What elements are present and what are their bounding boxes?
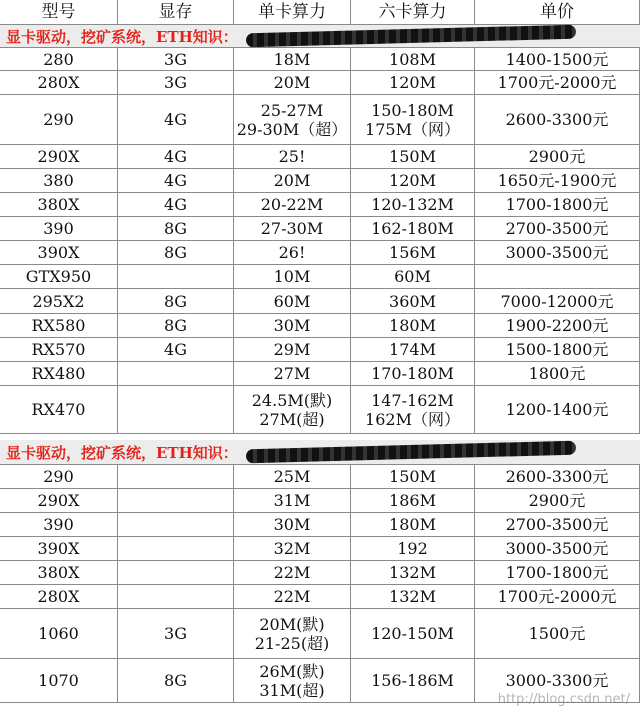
- six-hashrate-cell: [351, 71, 475, 95]
- cell-text: 31M(超): [259, 680, 325, 700]
- cell-text: 4G: [164, 110, 187, 129]
- single-hashrate-cell: [234, 609, 351, 659]
- price-cell: [475, 609, 640, 659]
- vram-cell: [118, 386, 234, 434]
- cell-text: 1800元: [528, 364, 586, 383]
- single-hashrate-cell: [234, 48, 351, 71]
- cell-text: GTX950: [25, 267, 92, 286]
- section-banner-2: [0, 440, 640, 465]
- cell-text: 7000-12000元: [500, 291, 614, 311]
- cell-text: 390: [43, 515, 74, 534]
- cell-text: 4G: [164, 340, 187, 359]
- single-hashrate-cell: [234, 145, 351, 169]
- cell-text: 27M(超): [259, 409, 325, 429]
- six-hashrate-cell: [351, 265, 475, 289]
- table-row: [0, 95, 640, 145]
- six-hashrate-cell: [351, 609, 475, 659]
- six-hashrate-cell: [351, 338, 475, 362]
- model-cell: [0, 659, 118, 703]
- cell-text: 290: [43, 467, 74, 486]
- cell-text: 1400-1500元: [505, 49, 609, 69]
- single-hashrate-cell: [234, 362, 351, 386]
- cell-text: 31M: [273, 491, 311, 510]
- price-cell: [475, 537, 640, 561]
- cell-text: 280: [43, 49, 74, 69]
- price-cell: [475, 289, 640, 314]
- cell-text: 1500-1800元: [505, 340, 609, 359]
- vram-cell: [118, 169, 234, 193]
- six-hashrate-cell: [351, 465, 475, 489]
- cell-text: 22M: [273, 563, 311, 582]
- cell-text: 1700-1800元: [505, 195, 609, 214]
- price-cell: [475, 585, 640, 609]
- vram-cell: [118, 513, 234, 537]
- cell-text: 1900-2200元: [505, 316, 609, 335]
- six-hashrate-cell: [351, 169, 475, 193]
- cell-text: 20M: [273, 73, 311, 92]
- cell-text: 25M: [273, 467, 311, 486]
- table-row: [0, 513, 640, 537]
- cell-text: 1700元-2000元: [497, 73, 617, 92]
- vram-cell: [118, 585, 234, 609]
- table-row: [0, 561, 640, 585]
- cell-text: 2900元: [528, 491, 586, 510]
- watermark: http://blog.csdn.net/: [497, 692, 630, 707]
- cell-text: 25!: [278, 147, 306, 166]
- table-row: [0, 362, 640, 386]
- table-row: [0, 585, 640, 609]
- cell-text: 295X2: [32, 291, 85, 311]
- cell-text: 2600-3300元: [505, 467, 609, 486]
- cell-text: 27M: [273, 364, 311, 383]
- cell-text: 60M: [273, 291, 311, 311]
- cell-text: 10M: [273, 267, 311, 286]
- model-cell: [0, 561, 118, 585]
- cell-text: 3000-3300元: [505, 671, 609, 690]
- single-hashrate-cell: [234, 338, 351, 362]
- cell-text: 8G: [164, 243, 187, 262]
- cell-text: 8G: [164, 671, 187, 690]
- cell-text: 180M: [389, 316, 436, 335]
- six-hashrate-cell: [351, 489, 475, 513]
- model-cell: [0, 289, 118, 314]
- vram-cell: [118, 289, 234, 314]
- model-cell: [0, 537, 118, 561]
- table-row: [0, 169, 640, 193]
- table-row: [0, 241, 640, 265]
- vram-cell: [118, 217, 234, 241]
- six-hashrate-cell: [351, 95, 475, 145]
- cell-text: 8G: [164, 316, 187, 335]
- single-hashrate-cell: [234, 585, 351, 609]
- cell-text: 1500元: [528, 624, 586, 643]
- six-hashrate-cell: [351, 217, 475, 241]
- redacted-url-scribble: [246, 25, 576, 48]
- six-hashrate-cell: [351, 289, 475, 314]
- cell-text: 186M: [389, 491, 436, 510]
- cell-text: 120M: [389, 171, 436, 190]
- vram-cell: [118, 145, 234, 169]
- cell-text: 20-22M: [260, 195, 324, 214]
- single-hashrate-cell: [234, 386, 351, 434]
- cell-text: 170-180M: [371, 364, 454, 383]
- single-hashrate-cell: [234, 659, 351, 703]
- cell-text: RX480: [31, 364, 86, 383]
- model-cell: [0, 217, 118, 241]
- single-hashrate-cell: [234, 561, 351, 585]
- model-cell: [0, 362, 118, 386]
- cell-text: 380: [43, 171, 74, 190]
- cell-text: 2900元: [528, 147, 586, 166]
- cell-text: 4G: [164, 171, 187, 190]
- vram-cell: [118, 609, 234, 659]
- six-hashrate-cell: [351, 513, 475, 537]
- cell-text: 30M: [273, 316, 311, 335]
- section-banner-1: [0, 25, 640, 48]
- price-cell: [475, 48, 640, 71]
- price-cell: [475, 71, 640, 95]
- single-hashrate-cell: [234, 489, 351, 513]
- six-hashrate-cell: [351, 362, 475, 386]
- cell-text: 1200-1400元: [505, 400, 609, 419]
- single-hashrate-cell: [234, 314, 351, 338]
- model-cell: [0, 265, 118, 289]
- cell-text: 3000-3500元: [505, 243, 609, 262]
- cell-text: RX470: [31, 400, 86, 419]
- table-row: [0, 386, 640, 434]
- table-row: [0, 465, 640, 489]
- cell-text: 290X: [37, 147, 80, 166]
- cell-text: 3G: [164, 49, 187, 69]
- six-hashrate-cell: [351, 561, 475, 585]
- model-cell: [0, 95, 118, 145]
- model-cell: [0, 193, 118, 217]
- table-row: [0, 217, 640, 241]
- cell-text: 26!: [278, 243, 306, 262]
- price-cell: [475, 489, 640, 513]
- six-hashrate-cell: [351, 48, 475, 71]
- cell-text: 1070: [38, 671, 79, 690]
- cell-text: 162-180M: [371, 219, 454, 238]
- price-cell: [475, 145, 640, 169]
- banner-text: 显卡驱动，挖矿系统，ETH知识：: [6, 443, 238, 462]
- banner-text: 显卡驱动，挖矿系统，ETH知识：: [6, 27, 238, 46]
- cell-text: 3000-3500元: [505, 539, 609, 558]
- cell-text: 1700-1800元: [505, 563, 609, 582]
- model-cell: [0, 465, 118, 489]
- cell-text: 32M: [273, 539, 311, 558]
- cell-text: 390X: [37, 539, 80, 558]
- single-hashrate-cell: [234, 289, 351, 314]
- table-header: [0, 0, 640, 25]
- price-cell: [475, 386, 640, 434]
- model-cell: [0, 48, 118, 71]
- six-hashrate-cell: [351, 659, 475, 703]
- price-cell: [475, 241, 640, 265]
- price-cell: [475, 314, 640, 338]
- cell-text: 290X: [37, 491, 80, 510]
- header-vram: 显存: [118, 0, 234, 25]
- table-row: [0, 265, 640, 289]
- six-hashrate-cell: [351, 386, 475, 434]
- cell-text: 1650元-1900元: [497, 171, 617, 190]
- cell-text: 390X: [37, 243, 80, 262]
- single-hashrate-cell: [234, 95, 351, 145]
- six-hashrate-cell: [351, 193, 475, 217]
- cell-text: 3G: [164, 624, 187, 643]
- single-hashrate-cell: [234, 217, 351, 241]
- price-cell: [475, 95, 640, 145]
- cell-text: 4G: [164, 147, 187, 166]
- single-hashrate-cell: [234, 265, 351, 289]
- price-cell: [475, 169, 640, 193]
- table-row: [0, 48, 640, 71]
- header-six-hashrate: 六卡算力: [351, 0, 475, 25]
- cell-text: 2700-3500元: [505, 219, 609, 238]
- cell-text: 20M: [273, 171, 311, 190]
- cell-text: 156-186M: [371, 671, 454, 690]
- single-hashrate-cell: [234, 513, 351, 537]
- cell-text: 192: [397, 539, 428, 558]
- cell-text: 8G: [164, 219, 187, 238]
- table-row: [0, 314, 640, 338]
- cell-text: 360M: [389, 291, 436, 311]
- cell-text: 30M: [273, 515, 311, 534]
- vram-cell: [118, 95, 234, 145]
- vram-cell: [118, 489, 234, 513]
- cell-text: 2700-3500元: [505, 515, 609, 534]
- cell-text: 108M: [389, 49, 436, 69]
- vram-cell: [118, 465, 234, 489]
- cell-text: 380X: [37, 195, 80, 214]
- cell-text: 29-30M（超）: [236, 119, 348, 139]
- price-cell: [475, 465, 640, 489]
- single-hashrate-cell: [234, 465, 351, 489]
- table-row: [0, 193, 640, 217]
- cell-text: 2600-3300元: [505, 110, 609, 129]
- cell-text: 1060: [38, 624, 79, 643]
- vram-cell: [118, 241, 234, 265]
- cell-text: 150M: [389, 147, 436, 166]
- cell-text: 4G: [164, 195, 187, 214]
- vram-cell: [118, 362, 234, 386]
- six-hashrate-cell: [351, 314, 475, 338]
- cell-text: 25-27M: [260, 100, 324, 120]
- cell-text: 22M: [273, 587, 311, 606]
- redacted-url-scribble: [246, 441, 576, 464]
- model-cell: [0, 145, 118, 169]
- cell-text: 24.5M(默): [251, 390, 333, 410]
- table-row: [0, 145, 640, 169]
- cell-text: 20M(默): [259, 614, 325, 634]
- cell-text: RX580: [31, 316, 86, 335]
- six-hashrate-cell: [351, 241, 475, 265]
- price-cell: [475, 561, 640, 585]
- table-row: [0, 609, 640, 659]
- vram-cell: [118, 537, 234, 561]
- model-cell: [0, 314, 118, 338]
- cell-text: 174M: [389, 340, 436, 359]
- cell-text: RX570: [31, 340, 86, 359]
- cell-text: 150M: [389, 467, 436, 486]
- vram-cell: [118, 71, 234, 95]
- single-hashrate-cell: [234, 71, 351, 95]
- cell-text: 147-162M: [371, 390, 454, 410]
- price-cell: [475, 338, 640, 362]
- price-cell: [475, 362, 640, 386]
- cell-text: 60M: [394, 267, 431, 286]
- cell-text: 180M: [389, 515, 436, 534]
- price-cell: [475, 193, 640, 217]
- header-single-hashrate: 单卡算力: [234, 0, 351, 25]
- single-hashrate-cell: [234, 193, 351, 217]
- vram-cell: [118, 338, 234, 362]
- cell-text: 120-150M: [371, 624, 454, 643]
- price-cell: [475, 513, 640, 537]
- vram-cell: [118, 193, 234, 217]
- model-cell: [0, 489, 118, 513]
- six-hashrate-cell: [351, 537, 475, 561]
- single-hashrate-cell: [234, 169, 351, 193]
- cell-text: 21-25(超): [254, 633, 330, 653]
- cell-text: 290: [43, 110, 74, 129]
- cell-text: 132M: [389, 587, 436, 606]
- table-row: [0, 71, 640, 95]
- cell-text: 3G: [164, 73, 187, 92]
- model-cell: [0, 513, 118, 537]
- cell-text: 29M: [273, 340, 311, 359]
- cell-text: 280X: [37, 587, 80, 606]
- model-cell: [0, 585, 118, 609]
- model-cell: [0, 71, 118, 95]
- cell-text: 380X: [37, 563, 80, 582]
- model-cell: [0, 241, 118, 265]
- header-model: 型号: [0, 0, 118, 25]
- cell-text: 280X: [37, 73, 80, 92]
- six-hashrate-cell: [351, 585, 475, 609]
- cell-text: 26M(默): [259, 661, 325, 681]
- cell-text: 8G: [164, 291, 187, 311]
- cell-text: 120M: [389, 73, 436, 92]
- cell-text: 1700元-2000元: [497, 587, 617, 606]
- cell-text: 390: [43, 219, 74, 238]
- vram-cell: [118, 265, 234, 289]
- cell-text: 150-180M: [371, 100, 454, 120]
- model-cell: [0, 386, 118, 434]
- table-row: [0, 289, 640, 314]
- cell-text: 132M: [389, 563, 436, 582]
- single-hashrate-cell: [234, 241, 351, 265]
- price-cell: [475, 217, 640, 241]
- vram-cell: [118, 314, 234, 338]
- single-hashrate-cell: [234, 537, 351, 561]
- vram-cell: [118, 561, 234, 585]
- header-price: 单价: [475, 0, 640, 25]
- cell-text: 156M: [389, 243, 436, 262]
- cell-text: 162M（网）: [365, 409, 460, 429]
- model-cell: [0, 169, 118, 193]
- cell-text: 120-132M: [371, 195, 454, 214]
- cell-text: 18M: [273, 49, 311, 69]
- table-row: [0, 338, 640, 362]
- table-row: [0, 537, 640, 561]
- six-hashrate-cell: [351, 145, 475, 169]
- cell-text: 175M（网）: [365, 119, 460, 139]
- price-cell: [475, 265, 640, 289]
- vram-cell: [118, 48, 234, 71]
- table-row: [0, 489, 640, 513]
- vram-cell: [118, 659, 234, 703]
- cell-text: 27-30M: [260, 219, 324, 238]
- model-cell: [0, 338, 118, 362]
- model-cell: [0, 609, 118, 659]
